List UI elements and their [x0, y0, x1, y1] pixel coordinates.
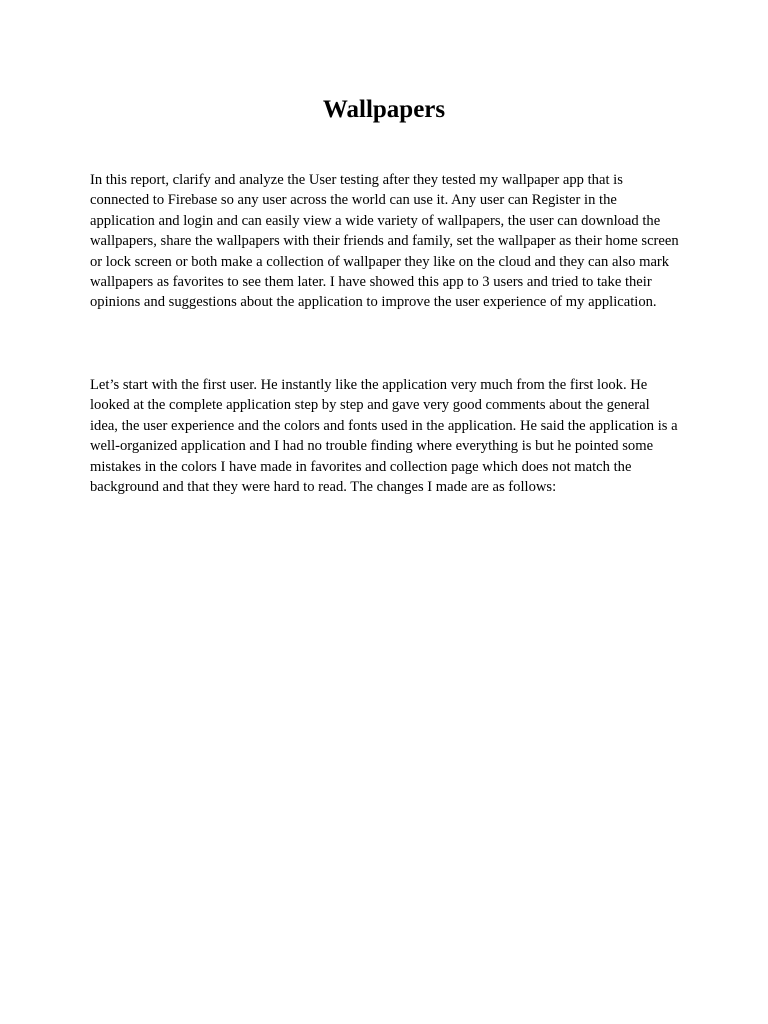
paragraph-first-user: Let’s start with the first user. He instantly like the application very much from the first look. He looked at the complete application step by step and gave very good comments about the general idea, the user experience and the colors and fonts used in the application. He said the application is a well-organized application and I had no trouble finding where everything is but he pointed some mistakes in the colors I have made in favorites and collection page which does not match the background and that they were hard to read. The changes I made are as follows:: [90, 377, 678, 496]
paragraph-intro: In this report, clarify and analyze the User testing after they tested my wallpaper app that is connected to Firebase so any user across the world can use it. Any user can Register in the application and login and can easily view a wide variety of wallpapers, the user can download the wallpapers, share the wallpapers with their friends and family, set the wallpaper as their home screen or lock screen or both make a collection of wallpaper they like on the cloud and they can also mark wallpapers as favorites to see them later. I have showed this app to 3 users and tried to take their opinions and suggestions about the application to improve the user experience of my application.: [90, 172, 679, 311]
document-title: Wallpapers: [322, 96, 446, 123]
